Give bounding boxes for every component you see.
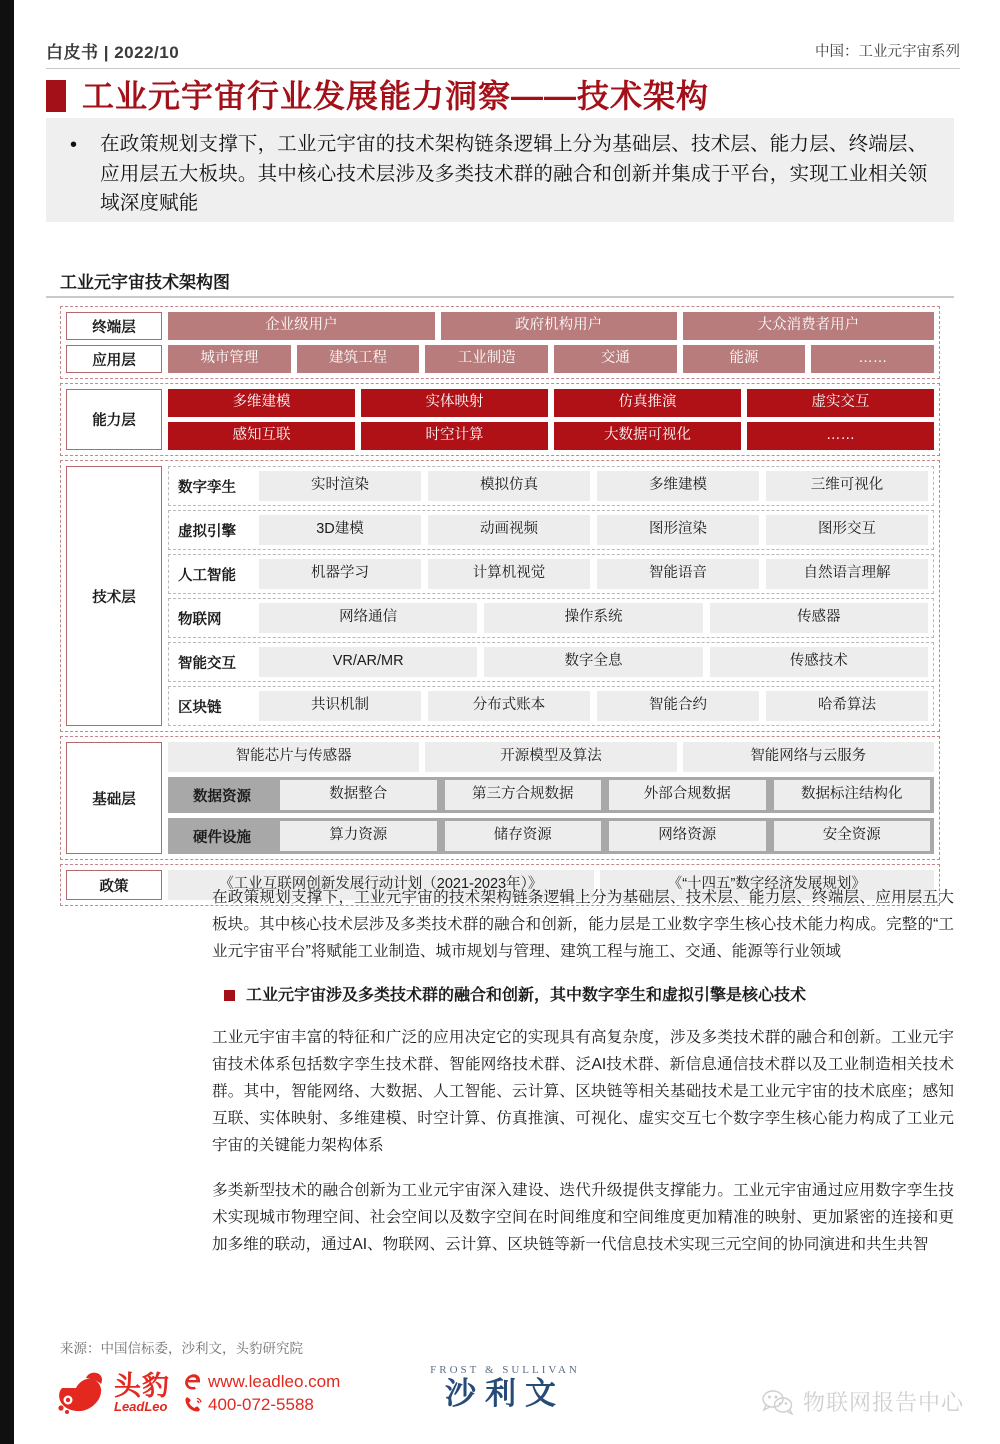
header-left-label: 白皮书 | 2022/10 xyxy=(46,43,180,62)
phone-icon xyxy=(182,1395,203,1415)
foundation-hardware-item: 储存资源 xyxy=(445,821,602,851)
foundation-layer-group xyxy=(60,736,940,860)
capability-layer-label: 能力层 xyxy=(66,389,162,450)
application-item: …… xyxy=(811,345,934,373)
application-item: 建筑工程 xyxy=(297,345,420,373)
title-marker-icon xyxy=(46,80,66,112)
foundation-top-items xyxy=(168,742,934,772)
technology-row xyxy=(168,642,934,682)
capability-item: …… xyxy=(747,422,934,450)
capability-item: 感知互联 xyxy=(168,422,355,450)
foundation-hardware-item: 网络资源 xyxy=(609,821,766,851)
technology-item: 三维可视化 xyxy=(766,471,928,501)
technology-item: 智能合约 xyxy=(597,691,759,721)
foundation-data-item: 外部合规数据 xyxy=(609,780,766,810)
body-paragraph-1: 在政策规划支撑下，工业元宇宙的技术架构链条逻辑上分为基础层、技术层、能力层、终端层、应用层五大板块。其中核心技术层涉及多类技术群的融合和创新，能力层是工业数字孪生核心技术能力构成。完整的“工业元宇宙平台”将赋能工业制造、城市规划与管理、建筑工程与施工、交通、能源等行业领域 xyxy=(212,889,954,960)
technology-item: 自然语言理解 xyxy=(766,559,928,589)
leadleo-contact xyxy=(182,1370,340,1416)
technology-item: 图形交互 xyxy=(766,515,928,545)
foundation-top-item: 智能网络与云服务 xyxy=(683,742,934,772)
technology-item: 机器学习 xyxy=(259,559,421,589)
header-right-label: 中国：工业元宇宙系列 xyxy=(815,44,960,60)
technology-row-name: 区块链 xyxy=(178,699,222,716)
application-item: 城市管理 xyxy=(168,345,291,373)
architecture-diagram xyxy=(60,306,940,910)
terminal-application-group xyxy=(60,306,940,379)
technology-item: 网络通信 xyxy=(259,603,477,633)
technology-item: 操作系统 xyxy=(484,603,702,633)
technology-item: 传感技术 xyxy=(710,647,928,677)
terminal-layer-label: 终端层 xyxy=(66,312,162,340)
body-paragraph-2: 工业元宇宙丰富的特征和广泛的应用决定它的实现具有高复杂度，涉及多类技术群的融合和创新。工业元宇宙技术体系包括数字孪生技术群、智能网络技术群、泛AI技术群、新信息通信技术群以及工业制造相关技术群。其中，智能网络、大数据、人工智能、云计算、区块链等相关基础技术是工业元宇宙的技术底座；感知互联、实体映射、多维建模、时空计算、仿真推演、可视化、虚实交互七个数字孪生核心能力构成了工业元宇宙的关键能力架构体系 xyxy=(212,1029,954,1154)
application-layer-items xyxy=(168,345,934,373)
capability-item: 时空计算 xyxy=(361,422,548,450)
technology-item: 动画视频 xyxy=(428,515,590,545)
wechat-watermark xyxy=(761,1386,964,1417)
source-note: 来源：中国信标委，沙利文，头豹研究院 xyxy=(60,1341,303,1356)
page-title xyxy=(46,74,709,118)
technology-item: 数字全息 xyxy=(484,647,702,677)
page-header xyxy=(46,38,960,66)
technology-layer-label: 技术层 xyxy=(66,466,162,726)
technology-item: 多维建模 xyxy=(597,471,759,501)
body-subheading xyxy=(224,983,954,1008)
application-item: 交通 xyxy=(554,345,677,373)
technology-item: 哈希算法 xyxy=(766,691,928,721)
globe-icon xyxy=(182,1372,203,1392)
technology-item: 智能语音 xyxy=(597,559,759,589)
technology-row xyxy=(168,686,934,726)
foundation-data-item: 数据整合 xyxy=(280,780,437,810)
capability-item: 虚实交互 xyxy=(747,389,934,417)
page-title-text: 工业元宇宙行业发展能力洞察——技术架构 xyxy=(82,78,710,114)
foundation-hardware-item: 算力资源 xyxy=(280,821,437,851)
technology-item: 共识机制 xyxy=(259,691,421,721)
capability-item: 多维建模 xyxy=(168,389,355,417)
body-text-column xyxy=(212,884,954,1276)
foundation-hardware-row xyxy=(168,818,934,854)
application-layer-label: 应用层 xyxy=(66,345,162,373)
foundation-data-label: 数据资源 xyxy=(193,788,251,805)
capability-layer-group xyxy=(60,383,940,456)
policy-layer-label: 政策 xyxy=(66,870,162,900)
technology-row xyxy=(168,598,934,638)
technology-rows xyxy=(168,466,934,726)
foundation-rows xyxy=(168,742,934,854)
leadleo-wordmark xyxy=(114,1370,170,1414)
summary-text: 在政策规划支撑下，工业元宇宙的技术架构链条逻辑上分为基础层、技术层、能力层、终端层、应用层五大板块。其中核心技术层涉及多类技术群的融合和创新并集成于平台，实现工业相关领域深度赋能 xyxy=(100,133,928,214)
foundation-data-item: 数据标注结构化 xyxy=(774,780,931,810)
technology-item: 图形渲染 xyxy=(597,515,759,545)
foundation-data-item: 第三方合规数据 xyxy=(445,780,602,810)
figure-title: 工业元宇宙技术架构图 xyxy=(60,273,230,292)
figure-divider xyxy=(46,296,954,298)
foundation-hardware-label: 硬件设施 xyxy=(193,829,251,846)
capability-row-1 xyxy=(168,389,934,417)
technology-item: 分布式账本 xyxy=(428,691,590,721)
technology-item: VR/AR/MR xyxy=(259,647,477,677)
terminal-layer-row xyxy=(66,312,934,340)
terminal-item: 政府机构用户 xyxy=(441,312,677,340)
technology-item: 计算机视觉 xyxy=(428,559,590,589)
policy-item: 《工业互联网创新发展行动计划（2021-2023年）》 xyxy=(168,870,594,900)
foundation-top-item: 开源模型及算法 xyxy=(425,742,676,772)
subheading-marker-icon xyxy=(224,990,235,1001)
technology-row xyxy=(168,466,934,506)
technology-item: 传感器 xyxy=(710,603,928,633)
technology-row xyxy=(168,510,934,550)
foundation-data-row xyxy=(168,777,934,813)
technology-row-name: 虚拟引擎 xyxy=(178,523,236,540)
left-edge-bar xyxy=(0,0,14,1444)
website-text[interactable]: www.leadleo.com xyxy=(208,1371,341,1391)
technology-row-name: 数字孪生 xyxy=(178,479,236,496)
technology-item: 模拟仿真 xyxy=(428,471,590,501)
foundation-top-item: 智能芯片与传感器 xyxy=(168,742,419,772)
wechat-account-name: 物联网报告中心 xyxy=(802,1390,964,1415)
leopard-icon xyxy=(56,1370,108,1416)
foundation-layer-label: 基础层 xyxy=(66,742,162,854)
leadleo-en-name: LeadLeo xyxy=(114,1398,168,1414)
frost-cn-name: 沙利文 xyxy=(445,1376,565,1411)
technology-item: 实时渲染 xyxy=(259,471,421,501)
phone-text: 400-072-5588 xyxy=(208,1394,314,1414)
body-paragraph-3: 多类新型技术的融合创新为工业元宇宙深入建设、迭代升级提供支撑能力。工业元宇宙通过应用数字孪生技术实现城市物理空间、社会空间以及数字空间在时间维度和空间维度更加精准的映射、更加紧密的连接和更加多维的联动，通过AI、物联网、云计算、区块链等新一代信息技术实现三元空间的协同演进和共生共智 xyxy=(212,1182,954,1253)
frost-en-name: FROST & SULLIVAN xyxy=(430,1364,580,1376)
header-divider xyxy=(46,68,960,69)
leadleo-cn-name: 头豹 xyxy=(114,1370,170,1401)
frost-sullivan-logo xyxy=(420,1364,590,1412)
technology-layer-group xyxy=(60,460,940,732)
technology-row xyxy=(168,554,934,594)
technology-item: 3D建模 xyxy=(259,515,421,545)
leadleo-logo xyxy=(56,1370,340,1416)
subheading-text: 工业元宇宙涉及多类技术群的融合和创新，其中数字孪生和虚拟引擎是核心技术 xyxy=(246,987,807,1004)
wechat-icon xyxy=(761,1389,795,1415)
application-item: 能源 xyxy=(683,345,806,373)
website-line xyxy=(182,1370,340,1393)
summary-band xyxy=(46,118,954,222)
summary-bullet-icon: • xyxy=(70,134,78,156)
application-layer-row xyxy=(66,345,934,373)
capability-row-2 xyxy=(168,422,934,450)
foundation-hardware-item: 安全资源 xyxy=(774,821,931,851)
technology-row-name: 人工智能 xyxy=(178,567,236,584)
capability-item: 仿真推演 xyxy=(554,389,741,417)
terminal-item: 大众消费者用户 xyxy=(683,312,934,340)
terminal-item: 企业级用户 xyxy=(168,312,435,340)
phone-line xyxy=(182,1393,340,1416)
capability-item: 大数据可视化 xyxy=(554,422,741,450)
technology-row-name: 物联网 xyxy=(178,611,222,628)
terminal-layer-items xyxy=(168,312,934,340)
technology-row-name: 智能交互 xyxy=(178,655,236,672)
policy-item: 《“十四五”数字经济发展规划》 xyxy=(600,870,934,900)
application-item: 工业制造 xyxy=(425,345,548,373)
capability-item: 实体映射 xyxy=(361,389,548,417)
